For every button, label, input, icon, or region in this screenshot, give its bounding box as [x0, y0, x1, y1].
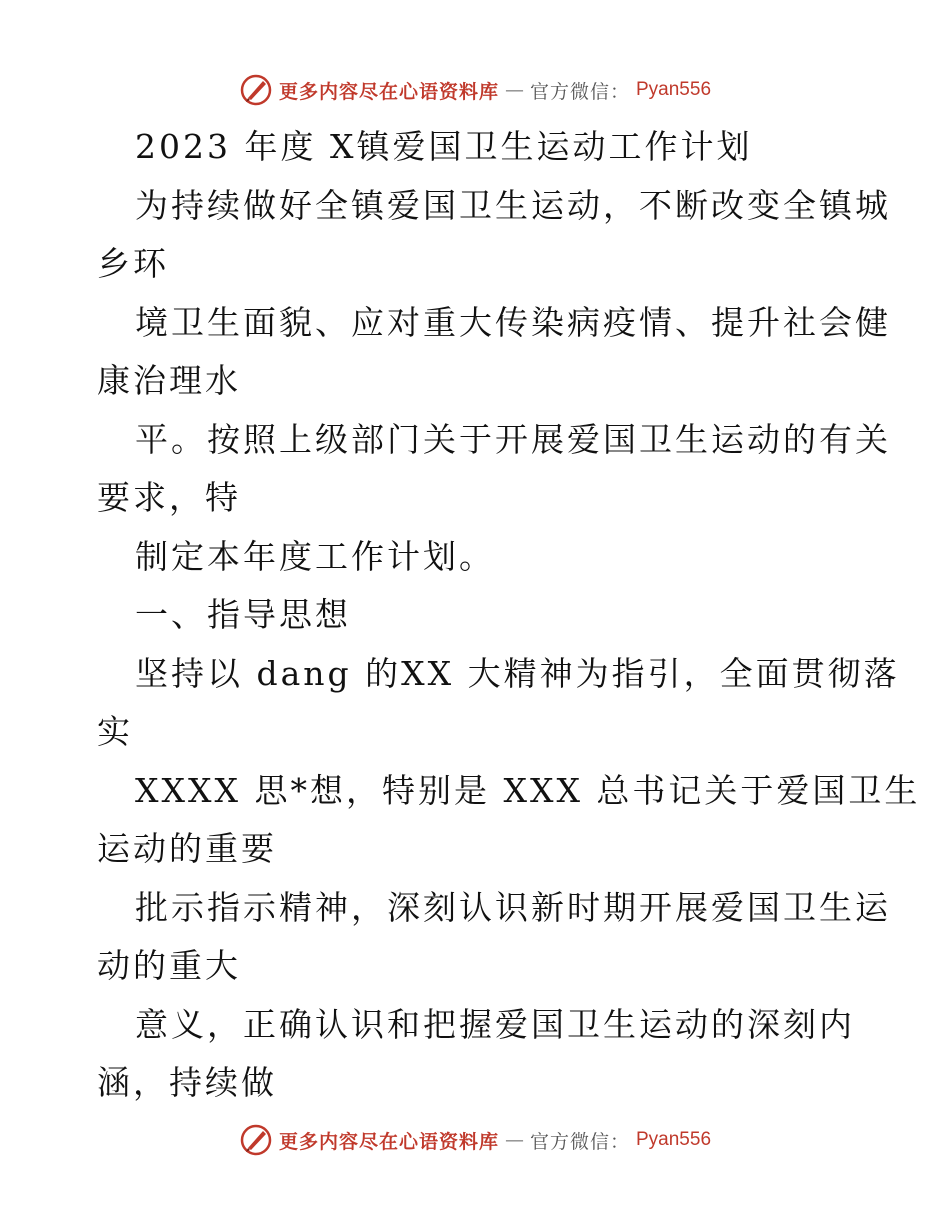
paragraph-line: 要求，特	[97, 478, 241, 517]
paragraph-line: 境卫生面貌、应对重大传染病疫情、提升社会健	[135, 303, 891, 342]
quill-pen-icon	[239, 73, 273, 107]
watermark-wechat-id: Pyan556	[636, 79, 712, 100]
paragraph-line: 意义，正确认识和把握爱国卫生运动的深刻内	[135, 1005, 855, 1044]
paragraph-line: 乡环	[97, 244, 169, 283]
paragraph-line: 运动的重要	[97, 829, 277, 868]
paragraph-line: 康治理水	[97, 361, 241, 400]
paragraph-line: 涵，持续做	[97, 1063, 277, 1102]
quill-pen-icon	[239, 1123, 273, 1157]
watermark-wechat-label: 官方微信：	[529, 80, 630, 103]
section-heading: 一、指导思想	[135, 595, 351, 634]
watermark-separator: —	[504, 1129, 524, 1151]
watermark-content	[239, 1123, 711, 1157]
watermark-wechat-id: Pyan556	[636, 1129, 712, 1150]
paragraph-line: 平。按照上级部门关于开展爱国卫生运动的有关	[135, 420, 891, 459]
watermark-footer	[0, 1120, 950, 1160]
watermark-brand-text: 更多内容尽在心语资料库	[278, 80, 499, 103]
paragraph-line: 实	[97, 712, 133, 751]
paragraph-line: 坚持以 dang 的XX 大精神为指引，全面贯彻落	[135, 654, 900, 693]
paragraph-line: XXXX 思*想，特别是 XXX 总书记关于爱国卫生	[135, 771, 921, 810]
watermark-brand-text: 更多内容尽在心语资料库	[278, 1130, 499, 1153]
paragraph-line: 动的重大	[97, 946, 241, 985]
watermark-header	[0, 70, 950, 110]
paragraph-line: 为持续做好全镇爱国卫生运动，不断改变全镇城	[135, 186, 891, 225]
watermark-content	[239, 73, 711, 107]
paragraph-line: 批示指示精神，深刻认识新时期开展爱国卫生运	[135, 888, 891, 927]
watermark-separator: —	[504, 79, 524, 101]
document-title: 2023 年度 X镇爱国卫生运动工作计划	[135, 127, 753, 166]
watermark-wechat-label: 官方微信：	[529, 1130, 630, 1153]
paragraph-line: 制定本年度工作计划。	[135, 537, 495, 576]
